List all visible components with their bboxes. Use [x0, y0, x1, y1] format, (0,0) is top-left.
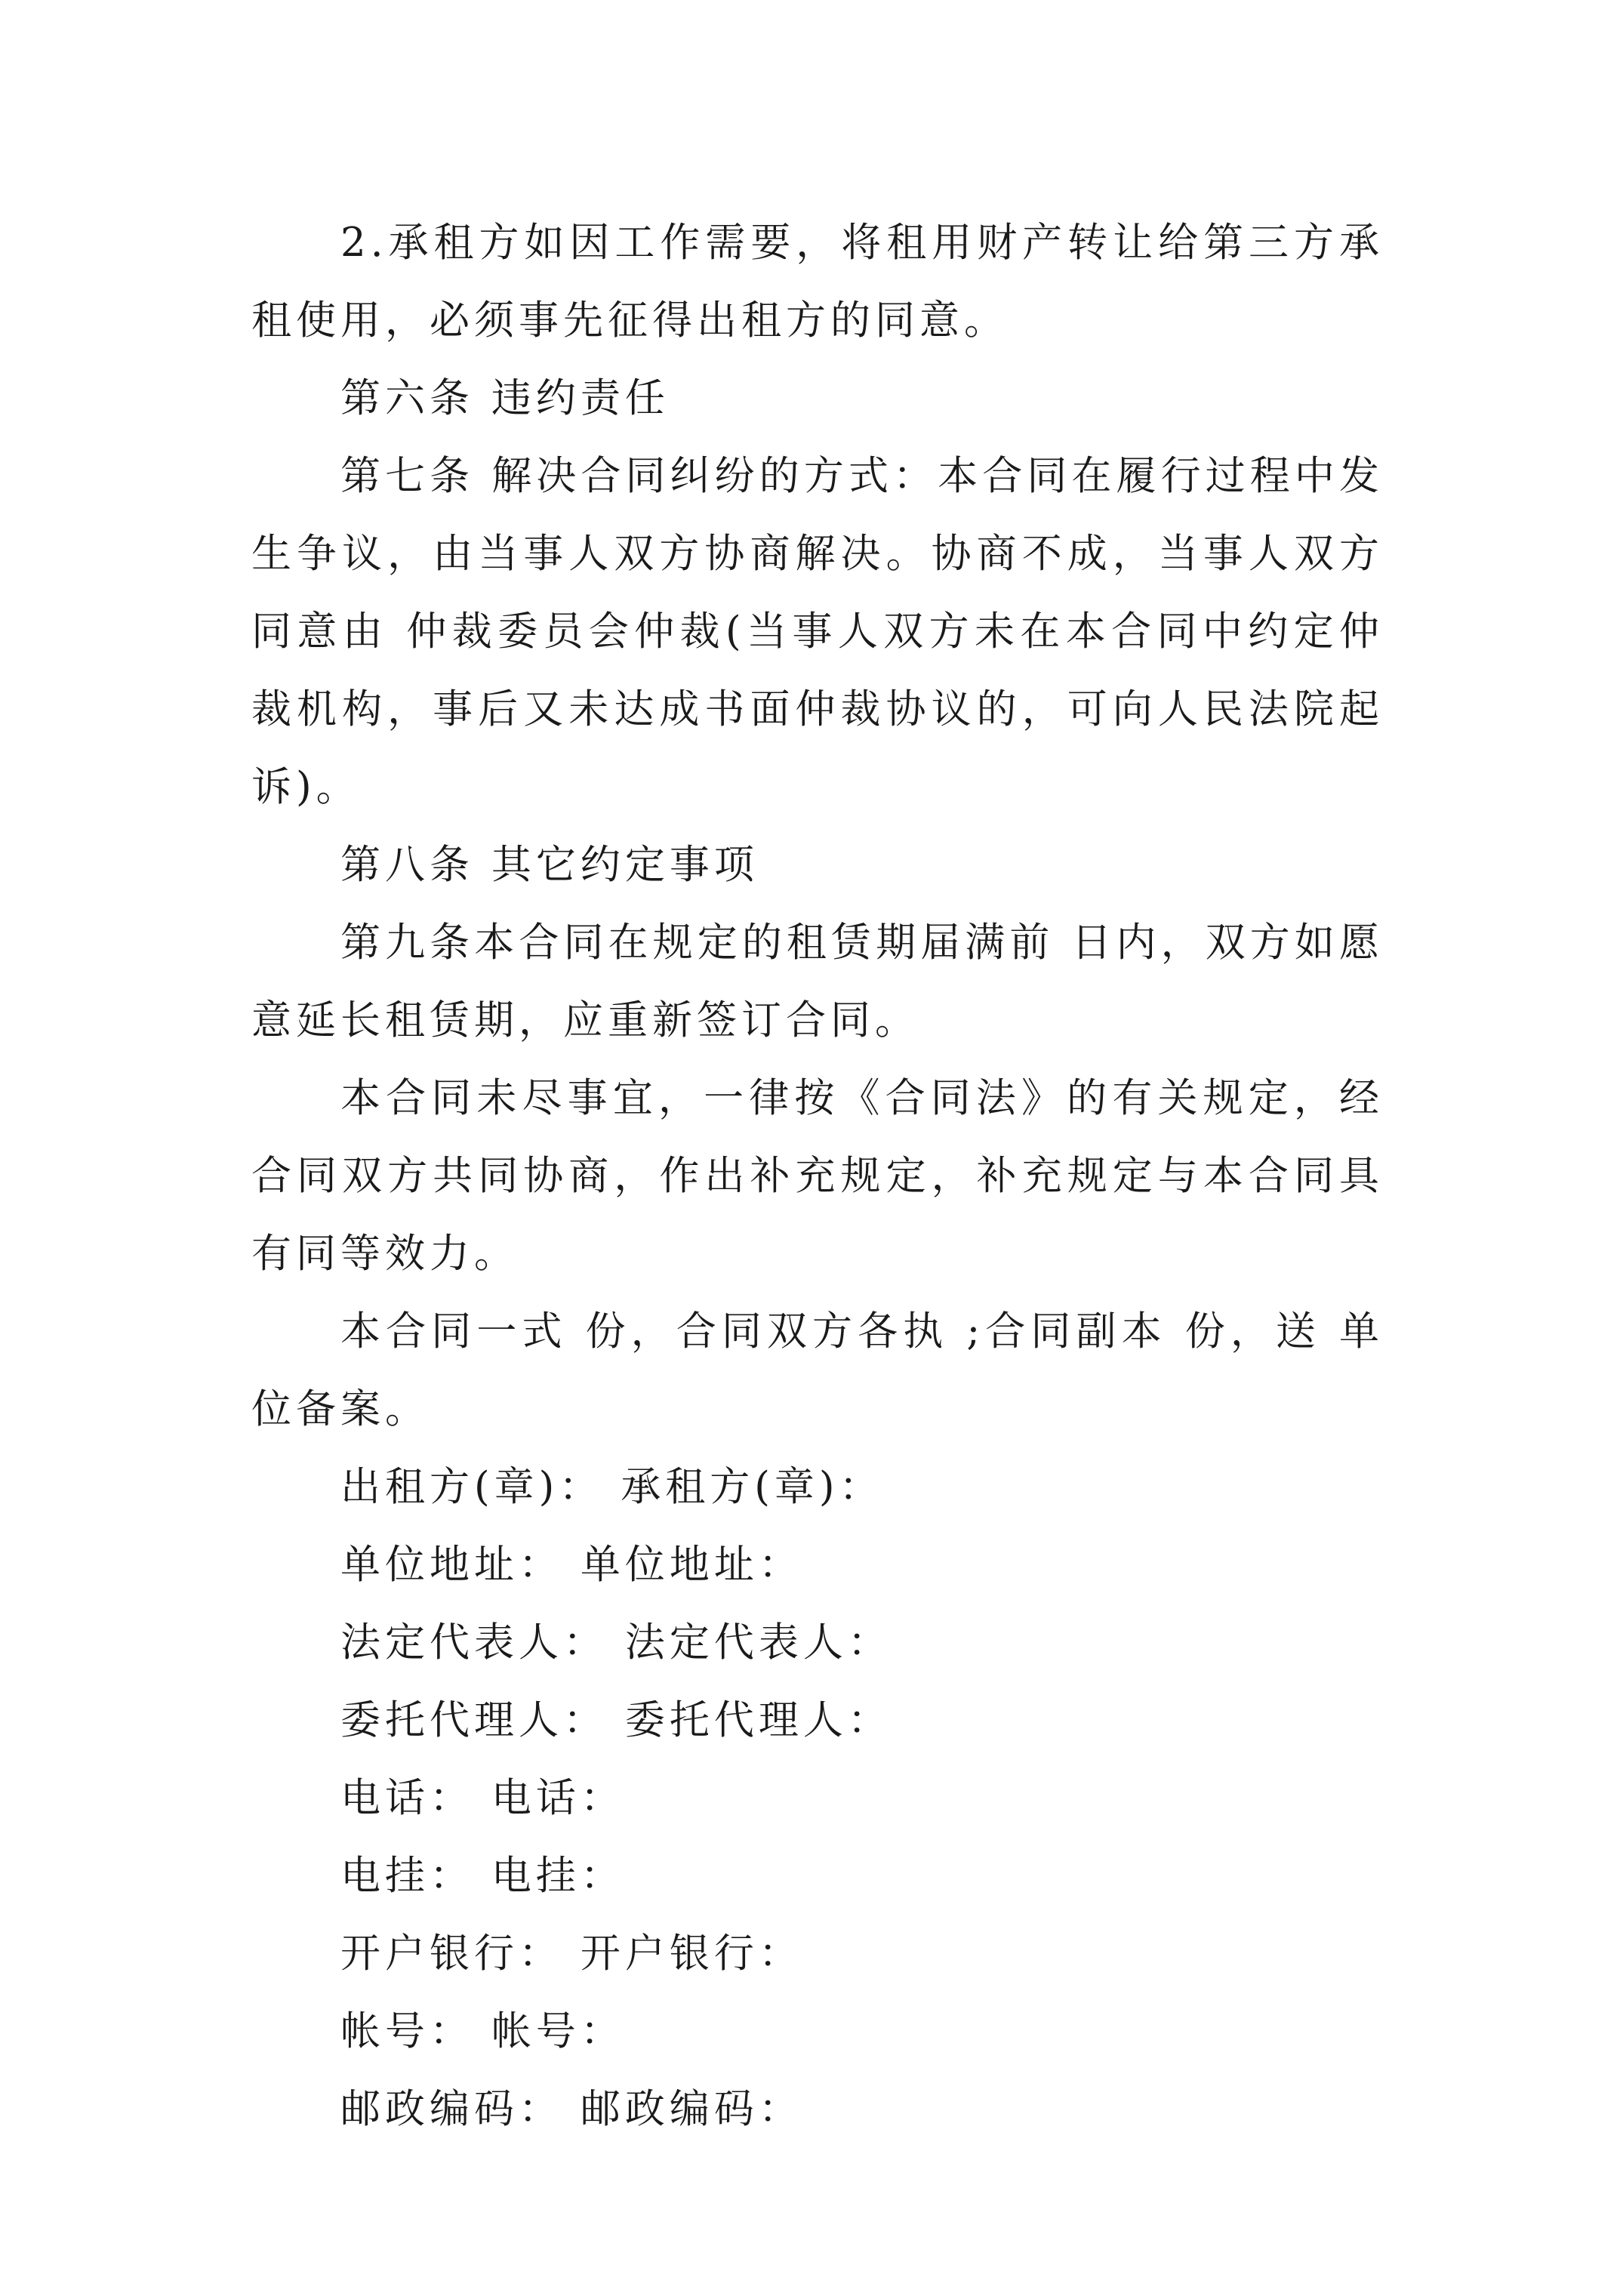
supplementary-terms: 本合同未尽事宜，一律按《合同法》的有关规定，经合同双方共同协商，作出补充规定，补充规定与本合同具有同等效力。 — [251, 1075, 1384, 1277]
signature-line-legal-rep: 法定代表人： 法定代表人： — [340, 1620, 892, 1666]
article-9-renewal: 第九条本合同在规定的租赁期届满前 日内，双方如愿意延长租赁期，应重新签订合同。 — [251, 920, 1384, 1043]
signature-line-phone: 电话： 电话： — [340, 1775, 625, 1821]
signature-line-address: 单位地址： 单位地址： — [340, 1542, 803, 1588]
clause-2-sublet: 2.承租方如因工作需要，将租用财产转让给第三方承租使用，必须事先征得出租方的同意。 — [251, 220, 1384, 344]
article-6-heading: 第六条 违约责任 — [340, 375, 670, 421]
signature-line-postcode: 邮政编码： 邮政编码： — [340, 2086, 803, 2132]
article-7-dispute-resolution: 第七条 解决合同纠纷的方式：本合同在履行过程中发生争议，由当事人双方协商解决。协商不成，当事人双方同意由 仲裁委员会仲裁(当事人双方未在本合同中约定仲裁机构，事后又未达成书面仲裁协议的，可向人民法院起诉)。 — [251, 453, 1384, 810]
signature-line-seal: 出租方(章)： 承租方(章)： — [340, 1464, 884, 1510]
signature-line-telegraph: 电挂： 电挂： — [340, 1853, 625, 1899]
signature-line-bank: 开户银行： 开户银行： — [340, 1931, 803, 1977]
signature-line-account: 帐号： 帐号： — [340, 2008, 625, 2054]
article-8-heading: 第八条 其它约定事项 — [340, 842, 759, 888]
document-body — [251, 204, 1384, 2148]
copies-clause: 本合同一式 份，合同双方各执 ;合同副本 份，送 单位备案。 — [251, 1308, 1384, 1432]
signature-line-agent: 委托代理人： 委托代理人： — [340, 1697, 892, 1743]
